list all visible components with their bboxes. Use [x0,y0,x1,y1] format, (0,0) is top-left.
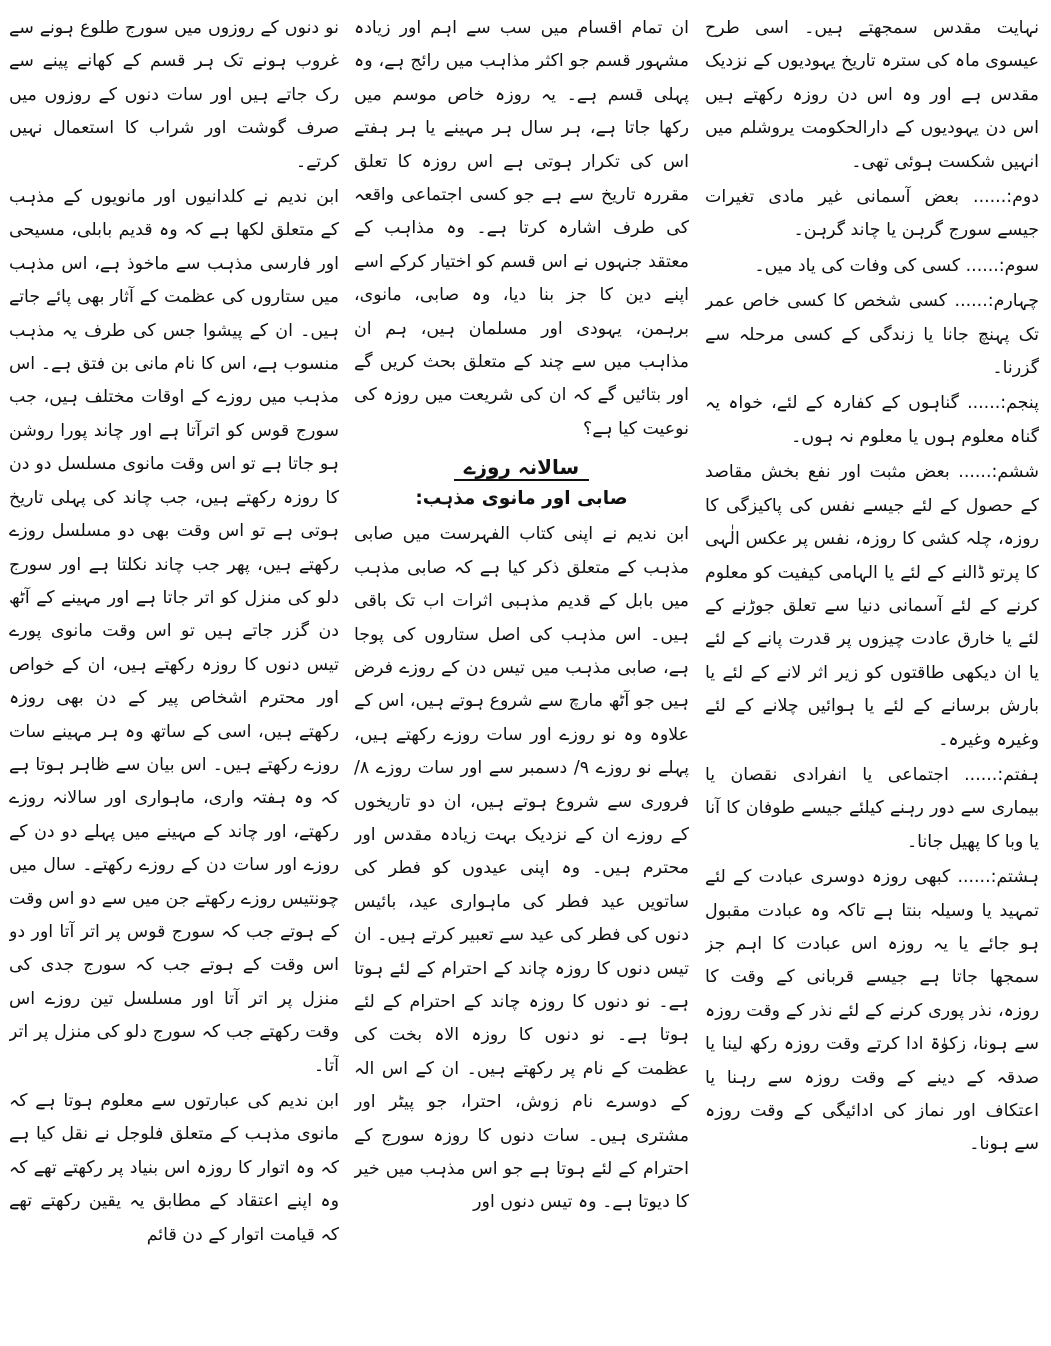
section-heading-text: سالانہ روزے [454,455,589,481]
text-column-left [9,12,339,1342]
paragraph: پنجم:...... گناہوں کے کفارہ کے لئے، خواہ یہ گناہ معلوم ہوں یا معلوم نہ ہوں۔ [705,393,1039,447]
section-heading [354,452,689,482]
paragraph: ابن ندیم کی عبارتوں سے معلوم ہوتا ہے کہ مانوی مذہب کے متعلق فلوجل نے نقل کیا ہے کہ وہ اتوار کا روزہ اس بنیاد پر رکھتے تھے کہ وہ اپنے اعتقاد کے مطابق یہ یقین رکھتے تھے کہ قیامت اتوار کے دن قائم [9,1091,339,1245]
paragraph: سوم:...... کسی کی وفات کی یاد میں۔ [754,255,1039,276]
paragraph: چہارم:...... کسی شخص کا کسی خاص عمر تک پہنچ جانا یا زندگی کے کسی مرحلہ سے گزرنا۔ [705,291,1039,379]
paragraph: ابن ندیم نے اپنی کتاب الفہرست میں صابی مذہب کے متعلق ذکر کیا ہے کہ صابی مذہب میں بابل کے قدیم مذہبی اثرات اب تک باقی ہیں۔ اس مذہب کی اصل ستاروں کی پوجا ہے، صابی مذہب میں تیس دن کے روزے فرض ہیں جو آٹھ مارچ سے شروع ہوتے ہیں، اس کے علاوہ وہ نو روزے اور سات روزے رکھتے ہیں، پہلے نو روزے ۹/ دسمبر سے اور سات روزے ۸/ فروری سے شروع ہوتے ہیں، ان دو تاریخوں کے روزے ان کے نزدیک بہت زیادہ مقدس اور محترم ہیں۔ وہ اپنی عیدوں کو فطر کی ساتویں عید فطر کی ماہواری عید، بائیس دنوں کی فطر کی عید سے تعبیر کرتے ہیں۔ ان تیس دنوں کا روزہ چاند کے احترام کے لئے ہوتا ہے۔ نو دنوں کا روزہ چاند کے احترام کے لئے ہوتا ہے۔ نو دنوں کا روزہ الاہ بخت کی عظمت کے نام پر رکھتے ہیں۔ ان کے اس الہ کے دوسرے نام زوش، احترا، جو پیٹر اور مشتری ہیں۔ سات دنوں کا روزہ سورج کے احترام کے لئے ہوتا ہے جو اس مذہب میں خیر کا دیوتا ہے۔ وہ تیس دنوں اور [354,524,689,1213]
intro-paragraph: ان تمام اقسام میں سب سے اہم اور زیادہ مشہور قسم جو اکثر مذاہب میں رائج ہے، وہ پہلی قسم ہے۔ یہ روزہ خاص موسم میں رکھا جاتا ہے، ہر سال ہر مہینے یا ہر ہفتے اس کی تکرار ہوتی ہے اس روزہ کا تعلق مقررہ تاریخ سے ہے جو کسی اجتماعی واقعہ کی طرف اشارہ کرتا ہے۔ وہ مذاہب کے معتقد جنہوں نے اس قسم کو اختیار کرکے اسے اپنے دین کا جز بنا دیا، وہ صابی، مانوی، برہمن، یہودی اور مسلمان ہیں، ہم ان مذاہب میں سے چند کے متعلق بحث کریں گے اور بتائیں گے کہ ان کی شریعت میں روزہ کی نوعیت کیا ہے؟ [354,18,689,439]
paragraph: ہفتم:...... اجتماعی یا انفرادی نقصان یا بیماری سے دور رہنے کیلئے جیسے طوفان کا آنا یا وبا کا پھیل جانا۔ [705,764,1039,852]
paragraph: ابن ندیم نے کلدانیوں اور مانویوں کے مذہب کے متعلق لکھا ہے کہ وہ قدیم بابلی، مسیحی اور فارسی مذہب سے ماخوذ ہے، اس مذہب میں ستاروں کی عظمت کے آثار بھی پائے جاتے ہیں۔ ان کے پیشوا جس کی طرف یہ مذہب منسوب ہے، اس کا نام مانی بن فتق ہے۔ اس مذہب میں روزے کے اوقات مختلف ہیں، جب سورج قوس کو اترآتا ہے اور چاند پورا روشن ہو جاتا ہے تو اس وقت مانوی مسلسل دو دن کا روزہ رکھتے ہیں، جب چاند کی پہلی تاریخ ہوتی ہے تو اس وقت بھی دو مسلسل روزے رکھتے ہیں، پھر جب چاند نکلتا ہے اور سورج دلو کی منزل کو اتر جاتا ہے اور مہینے کے آٹھ دن گزر جاتے ہیں تو اس وقت مانوی پورے تیس دنوں کا روزہ رکھتے ہیں، ان کے خواص اور محترم اشخاص پیر کے دن بھی روزہ رکھتے ہیں، اسی کے ساتھ وہ ہر مہینے سات روزے رکھتے ہیں۔ اس بیان سے ظاہر ہوتا ہے کہ وہ ہفتہ واری، ماہواری اور سالانہ روزے رکھتے، اور چاند کے مہینے میں پہلے دو دن کے روزے اور سات دن کے روزے رکھتے۔ سال میں چونتیس روزے رکھتے جن میں سے دو اس وقت کے ہوتے جب کہ سورج قوس پر اتر آتا اور دو اس وقت کے ہوتے جب کہ سورج جدی کی منزل پر اتر آتا اور مسلسل تین روزے اس وقت رکھتے جب کہ سورج دلو کی منزل پر اتر آتا۔ [9,187,339,1076]
paragraph: ہشتم:...... کبھی روزہ دوسری عبادت کے لئے تمہید یا وسیلہ بنتا ہے تاکہ وہ عبادت مقبول ہو جائے یا یہ روزہ اس عبادت کا اہم جز سمجھا جاتا ہے جیسے قربانی کے وقت کا روزہ، نذر پوری کرنے کے لئے نذر کے وقت روزہ سے ہونا، زکوٰۃ ادا کرتے وقت روزہ رکھ لینا یا صدقہ کے دینے کے وقت روزہ سے رہنا یا اعتکاف اور نماز کی ادائیگی کے وقت روزہ سے ہونا۔ [705,867,1039,1155]
paragraph: دوم:...... بعض آسمانی غیر مادی تغیرات جیسے سورج گرہن یا چاند گرہن۔ [705,187,1039,241]
text-column-right [705,12,1039,1342]
paragraph: نہایت مقدس سمجھتے ہیں۔ اسی طرح عیسوی ماہ کی سترہ تاریخ یہودیوں کے نزدیک مقدس ہے اور وہ اس دن روزہ رکھتے ہیں اس دن یہودیوں کے دارالحکومت یروشلم میں انہیں شکست ہوئی تھی۔ [705,18,1039,172]
section-subheading: صابی اور مانوی مذہب: [415,488,628,510]
paragraph: نو دنوں کے روزوں میں سورج طلوع ہونے سے غروب ہونے تک ہر قسم کے کھانے پینے سے رک جاتے ہیں اور سات دنوں کے روزوں میں صرف گوشت اور شراب کا استعمال نہیں کرتے۔ [9,18,339,172]
text-column-middle [354,12,689,1342]
paragraph: ششم:...... بعض مثبت اور نفع بخش مقاصد کے حصول کے لئے جیسے نفس کی پاکیزگی کا روزہ، چلہ کشی کا روزہ، نفس پر عکس الٰہی کا پرتو ڈالنے کے لئے یا الہامی کیفیت کو معلوم کرنے کے لئے آسمانی دنیا سے تعلق جوڑنے کے لئے یا خارق عادت چیزوں پر قدرت پانے کے لئے یا ان دیکھی طاقتوں کو زیر اثر لانے کے لئے یا بارش برسانے کے لئے یا ہوائیں چلانے کے لئے وغیرہ وغیرہ۔ [705,462,1039,750]
